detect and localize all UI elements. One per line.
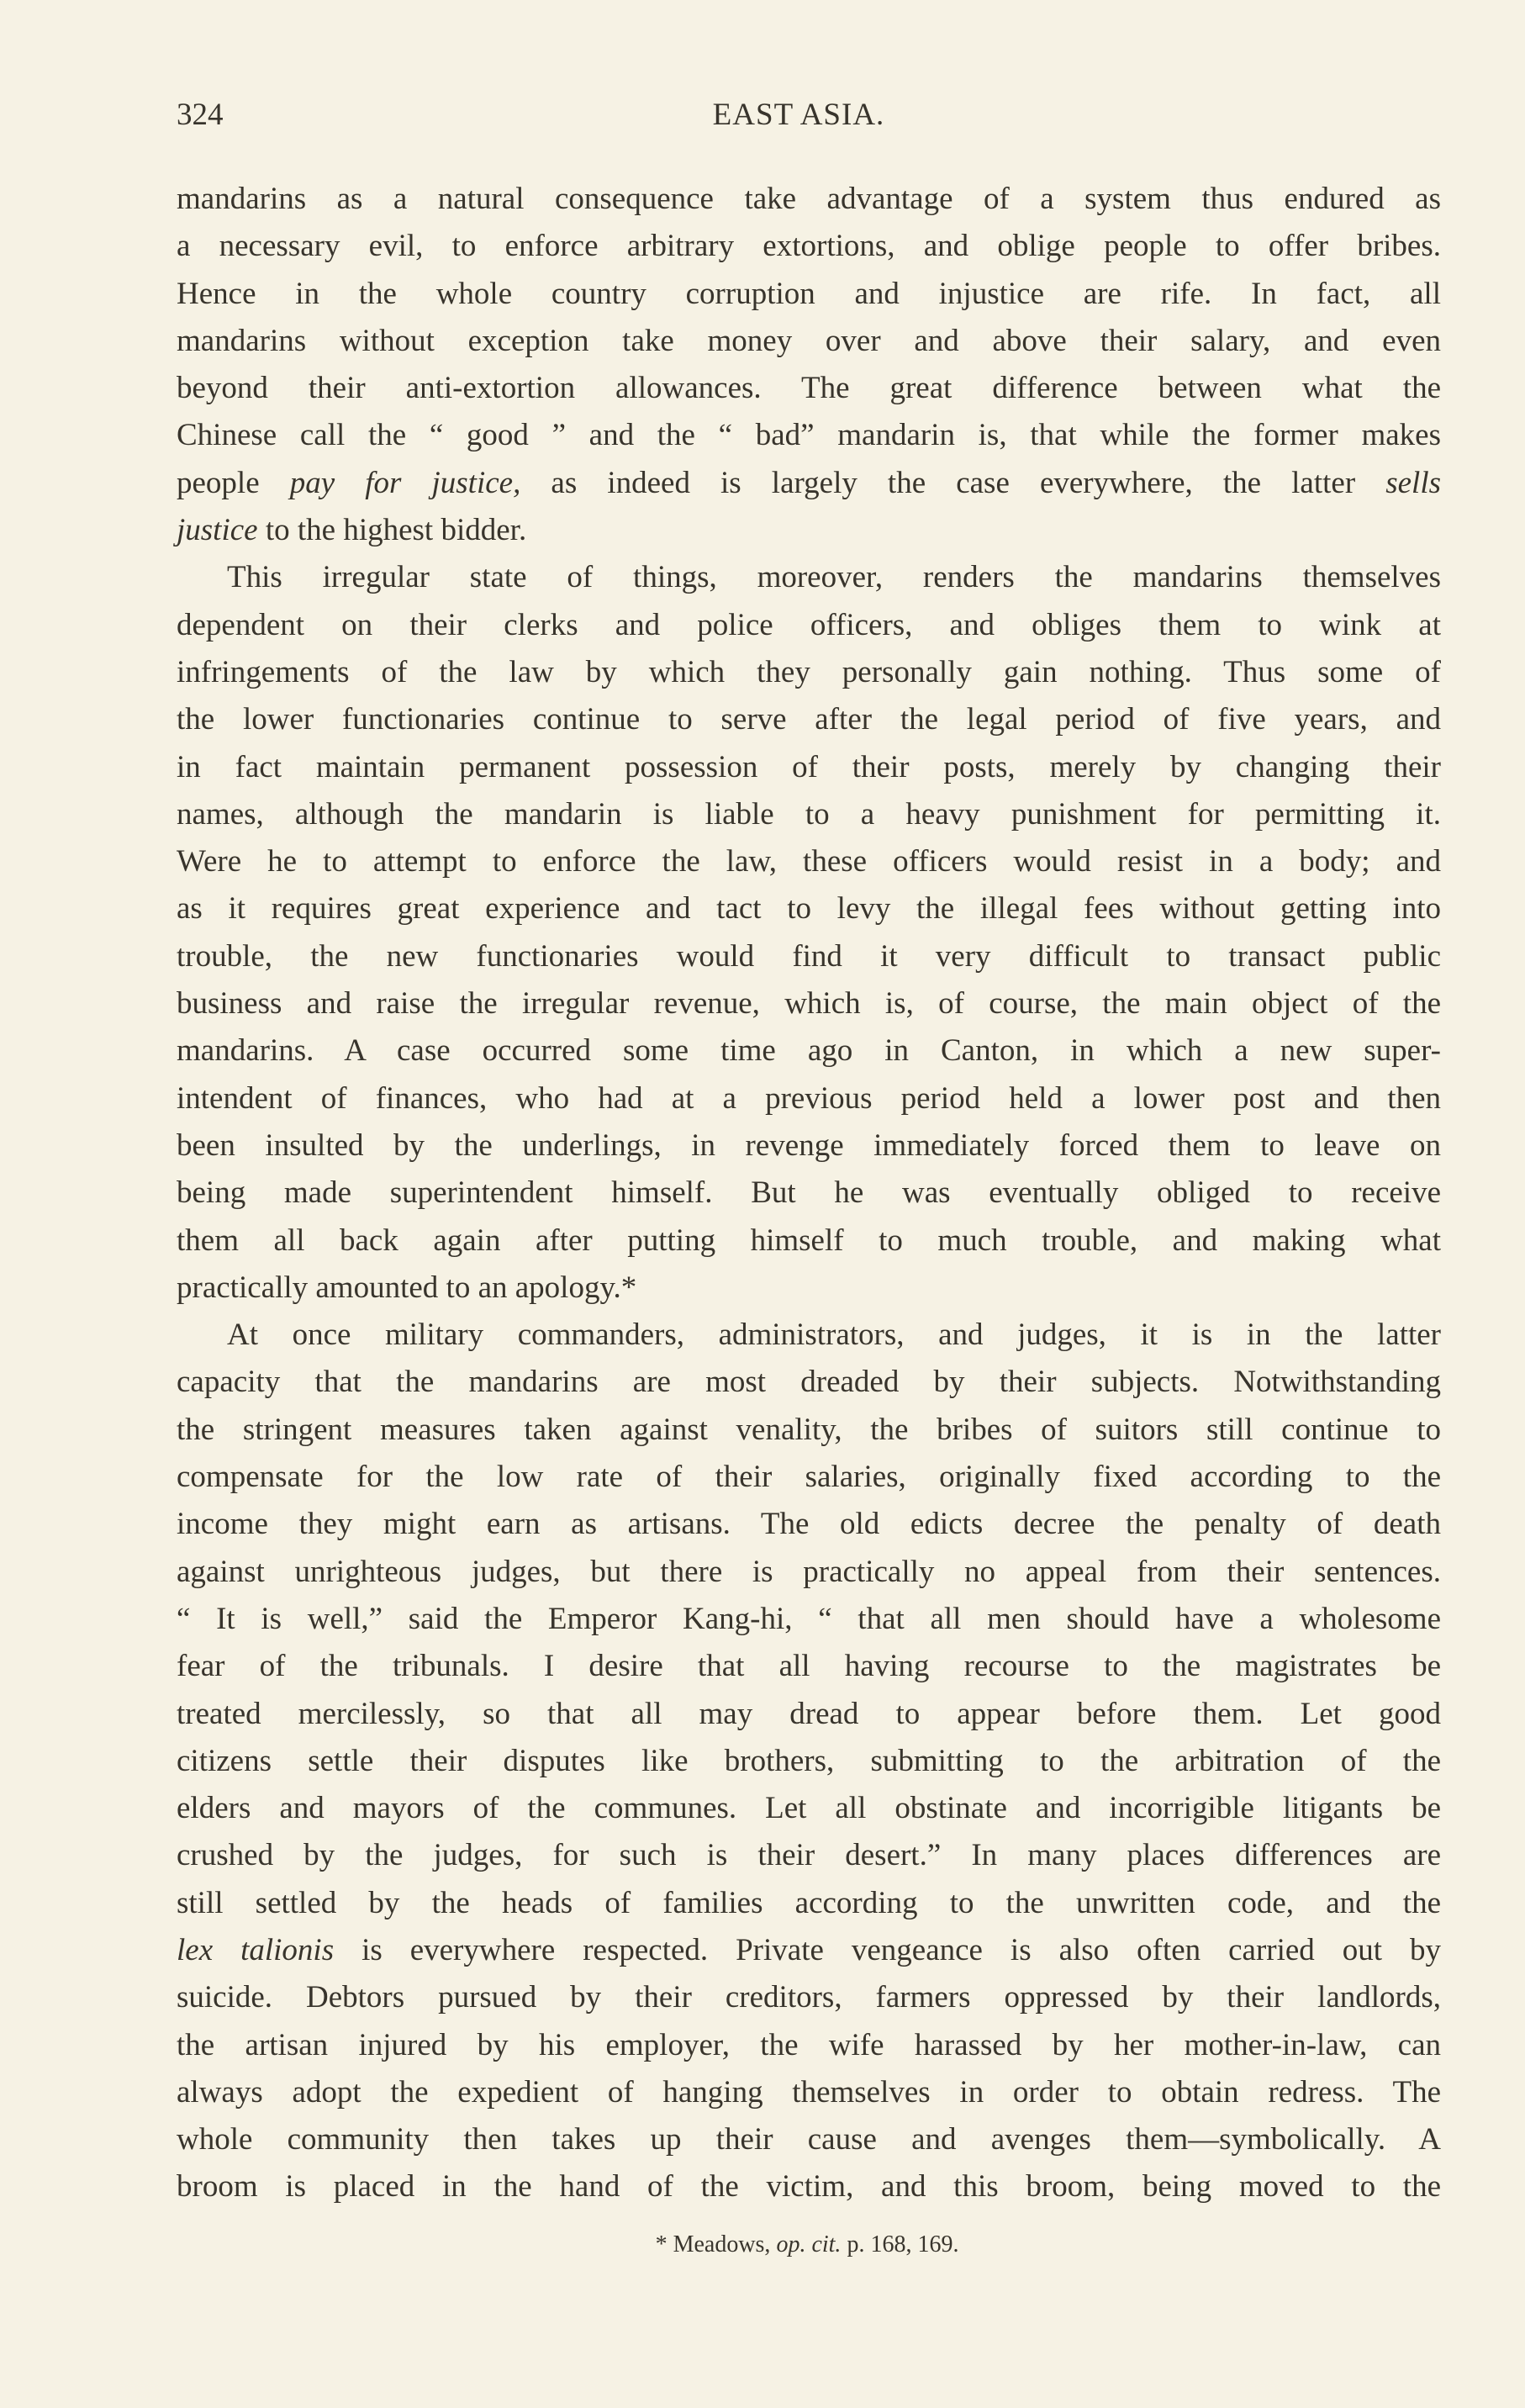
text-segment: elders and mayors of the communes. Let all obstinate and incorrigible litigants be [177,1791,1441,1826]
text-line [177,1785,1441,1832]
text-line [177,1075,1441,1122]
text-segment: capacity that the mandarins are most dreaded by their subjects. Notwithstanding [177,1365,1441,1400]
text-segment: people [177,465,290,500]
text-segment: Were he to attempt to enforce the law, these officers would resist in a body; and [177,844,1441,879]
text-line [177,318,1441,365]
text-line [177,554,1441,601]
text-line [177,1927,1441,1974]
text-segment: whole community then takes up their cause and avenges them—symbolically. A [177,2122,1441,2157]
text-segment: Chinese call the “ good ” and the “ bad” mandarin is, that while the former makes [177,418,1441,453]
text-line [177,1501,1441,1548]
text-segment: At once military commanders, administrators, and judges, it is in the latter [227,1318,1441,1353]
text-line [177,2163,1441,2210]
text-line [177,1738,1441,1785]
footnote-pages: p. 168, 169. [841,2231,959,2258]
text-segment: trouble, the new functionaries would find it very difficult to transact public [177,938,1441,974]
text-segment: to the highest bidder. [257,513,527,548]
text-segment: broom is placed in the hand of the victim, and this broom, being moved to the [177,2169,1441,2205]
text-segment: against unrighteous judges, but there is practically no appeal from their sentences. [177,1554,1441,1589]
text-segment: mandarins. A case occurred some time ago in Canton, in which a new super- [177,1033,1441,1069]
text-segment: beyond their anti-extortion allowances. The great difference between what the [177,371,1441,406]
footnote-author: Meadows, [673,2231,777,2258]
text-line [177,1170,1441,1217]
text-segment: them all back again after putting himself to much trouble, and making what [177,1222,1441,1258]
text-segment: crushed by the judges, for such is their desert.” In many places differences are [177,1838,1441,1873]
text-line [177,1027,1441,1075]
text-line [177,2116,1441,2163]
text-line [177,1265,1441,1312]
text-line [177,1359,1441,1406]
text-segment: business and raise the irregular revenue, which is, of course, the main object of the [177,986,1441,1022]
text-segment: been insulted by the underlings, in revenge immediately forced them to leave on [177,1127,1441,1163]
text-segment: always adopt the expedient of hanging themselves in order to obtain redress. The [177,2074,1441,2110]
text-line [177,507,1441,554]
text-segment: mandarins as a natural consequence take advantage of a system thus endured as [177,182,1441,216]
text-segment: is everywhere respected. Private vengeance is also often carried out by [334,1932,1441,1967]
italic-text: justice [177,513,258,548]
text-line [177,1643,1441,1690]
text-line [177,1549,1441,1596]
text-segment: “ It is well,” said the Emperor Kang-hi, “ that all men should have a wholesome [177,1601,1441,1636]
text-segment: names, although the mandarin is liable to a heavy punishment for permitting it. [177,796,1441,832]
running-head: EAST ASIA. [712,98,885,132]
text-segment: This irregular state of things, moreover, renders the mandarins themselves [227,560,1441,595]
text-line [177,1596,1441,1643]
text-line [177,602,1441,649]
text-line [177,1974,1441,2021]
text-segment: as indeed is largely the case everywhere, the latter [520,465,1386,500]
text-line [177,1312,1441,1359]
text-segment: fear of the tribunals. I desire that all having recourse to the magistrates be [177,1649,1441,1684]
body-text [177,176,1441,2211]
text-segment: as it requires great experience and tact to levy the illegal fees without getting into [177,891,1441,927]
text-segment: in fact maintain permanent possession of their posts, merely by changing their [177,749,1441,784]
text-line [177,2069,1441,2116]
text-segment: infringements of the law by which they personally gain nothing. Thus some of [177,654,1441,689]
page-number: 324 [177,98,224,132]
footnote-marker: * [655,2231,673,2258]
text-line [177,1122,1441,1170]
text-line [177,271,1441,318]
text-segment: treated mercilessly, so that all may dread to appear before them. Let good [177,1696,1441,1731]
text-segment: practically amounted to an apology.* [177,1270,637,1305]
text-segment: the artisan injured by his employer, the wife harassed by her mother-in-law, can [177,2027,1441,2062]
text-line [177,1691,1441,1738]
text-segment: suicide. Debtors pursued by their creditors, farmers oppressed by their landlords, [177,1980,1441,2015]
text-line [177,980,1441,1027]
text-segment: dependent on their clerks and police officers, and obliges them to wink at [177,607,1441,642]
text-line [177,365,1441,412]
text-line [177,1454,1441,1501]
text-segment: still settled by the heads of families according to the unwritten code, and the [177,1885,1441,1920]
text-line [177,460,1441,507]
text-line [177,1217,1441,1265]
text-line [177,223,1441,270]
text-segment: Hence in the whole country corruption and injustice are rife. In fact, all [177,276,1441,311]
text-segment: being made superintendent himself. But he was eventually obliged to receive [177,1175,1441,1211]
text-line [177,744,1441,791]
footnote-ref: op. cit. [776,2231,842,2258]
footnote [0,2228,1525,2262]
italic-text: sells [1385,465,1442,500]
text-line [177,412,1441,459]
text-segment: the lower functionaries continue to serve after the legal period of five years, and [177,702,1441,737]
text-line [177,933,1441,980]
text-line [177,649,1441,696]
text-segment: mandarins without exception take money over and above their salary, and even [177,323,1441,358]
text-segment: a necessary evil, to enforce arbitrary extortions, and oblige people to offer bribes. [177,229,1441,264]
text-segment: the stringent measures taken against venality, the bribes of suitors still continue to [177,1412,1441,1447]
text-line [177,176,1441,223]
text-line [177,1832,1441,1879]
text-line [177,791,1441,838]
text-line [177,838,1441,885]
text-line [177,885,1441,932]
italic-text: lex talionis [177,1932,335,1967]
text-segment: citizens settle their disputes like brothers, submitting to the arbitration of the [177,1743,1441,1778]
text-segment: income they might earn as artisans. The old edicts decree the penalty of death [177,1507,1441,1542]
text-line [177,1407,1441,1454]
text-segment: intendent of finances, who had at a previous period held a lower post and then [177,1080,1441,1116]
italic-text: pay for justice, [289,465,521,500]
text-line [177,2022,1441,2069]
text-line [177,696,1441,743]
text-segment: compensate for the low rate of their salaries, originally fixed according to the [177,1460,1441,1495]
text-line [177,1880,1441,1927]
